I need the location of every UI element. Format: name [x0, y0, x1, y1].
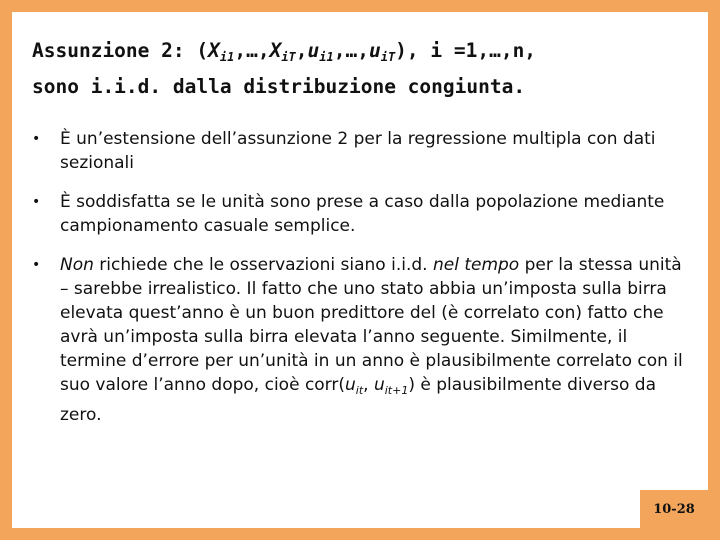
bullet-text: È soddisfatta se le unità sono prese a caso dalla popolazione mediante campionamento casuale semplice.: [60, 192, 665, 236]
bullet-text: per la stessa unità – sarebbe irrealistico. Il fatto che uno stato abbia un’imposta sulla birra elevata quest’anno è un buon predittore del (è correlato con) fatto che avrà un’imposta sulla birra elevata l’anno seguente. Similmente, il termine d’errore per un’unità in un anno è plausibilmente correlato con il suo valore l’anno dopo, cioè corr(: [60, 255, 683, 395]
bullet-lead: Non: [60, 255, 94, 275]
math-sub: it: [355, 384, 364, 397]
bullet-text: ) è plausibilmente diverso da zero.: [60, 375, 656, 425]
math-var: u: [373, 375, 385, 395]
math-sub: it+1: [384, 384, 409, 397]
title-text: …: [246, 39, 258, 62]
slide: [12, 12, 708, 528]
bullet-item: [28, 253, 693, 427]
title-var: X: [208, 39, 220, 62]
title-sub: i1: [219, 50, 235, 64]
title-var: u: [307, 39, 320, 62]
bullet-emphasis: nel tempo: [432, 255, 520, 275]
bullet-dot: •: [32, 194, 41, 210]
bullet-list: [28, 127, 693, 442]
bullet-text: ,: [363, 375, 374, 395]
title-var: u: [368, 39, 381, 62]
title-text: Assunzione 2: (: [32, 39, 209, 62]
page-number: 10-28: [640, 490, 708, 528]
title-sub: iT: [380, 50, 396, 64]
bullet-text: richiede che le osservazioni siano i.i.d.: [93, 255, 433, 275]
slide-title: Assunzione 2: $(X_{i1},\dots,X_{iT},u_{i1},\dots,u_{iT})$, i =1,…,n, sono i.i.d. dalla distribuzione congiunta.: [32, 39, 537, 98]
bullet-dot: •: [32, 257, 41, 273]
bullet-item: [28, 127, 693, 175]
title-var: X: [269, 39, 282, 62]
title-sub: iT: [281, 50, 296, 64]
title-line-2: sono i.i.d. dalla distribuzione congiunta.: [32, 75, 526, 98]
bullet-dot: •: [32, 131, 41, 147]
bullet-text: È un’estensione dell’assunzione 2 per la regressione multipla con dati sezionali: [60, 129, 656, 173]
title-text: ), i =1,…,n,: [395, 39, 537, 62]
title-text: …: [345, 39, 358, 62]
bullet-item: [28, 190, 693, 238]
title-sub: i1: [319, 50, 334, 64]
math-var: u: [345, 375, 356, 395]
